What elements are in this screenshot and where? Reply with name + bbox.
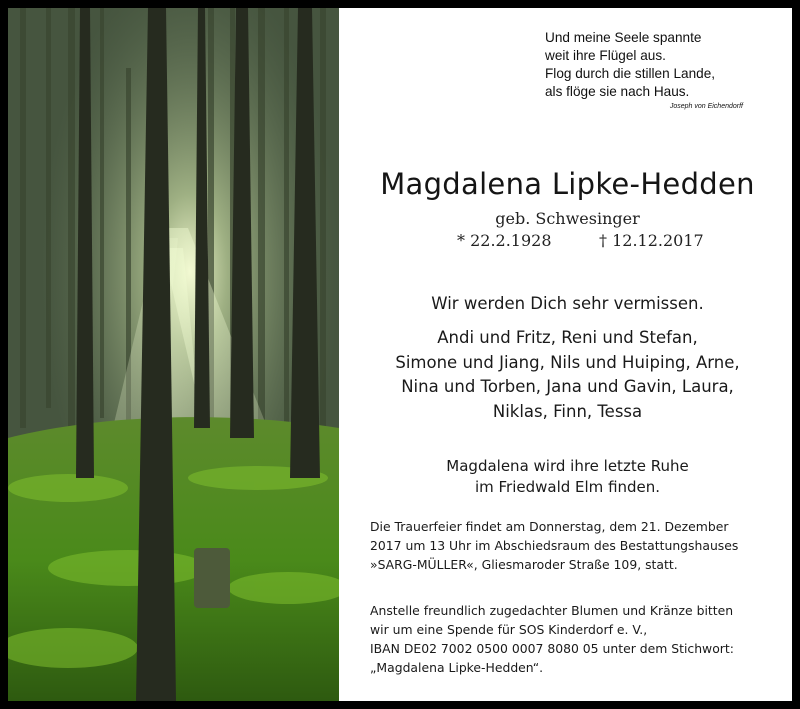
poem-line: weit ihre Flügel aus.	[545, 48, 666, 63]
notice-text	[343, 8, 792, 701]
donation-line: wir um eine Spende für SOS Kinderdorf e. V.,	[370, 622, 648, 637]
farewell-message: Wir werden Dich sehr vermissen.	[431, 294, 704, 313]
mourners-list	[343, 326, 792, 424]
deceased-name: Magdalena Lipke-Hedden	[380, 167, 755, 201]
ceremony-line: »SARG-MÜLLER«, Gliesmaroder Straße 109, statt.	[370, 557, 678, 572]
donation-line: „Magdalena Lipke-Hedden“.	[370, 660, 544, 675]
obituary-notice	[8, 8, 792, 701]
burial-note	[343, 456, 792, 498]
donation-line: IBAN DE02 7002 0500 0007 8080 05 unter dem Stichwort:	[370, 641, 734, 656]
forest-photo	[8, 8, 339, 701]
mourners-line: Niklas, Finn, Tessa	[492, 401, 643, 421]
donation-line: Anstelle freundlich zugedachter Blumen und Kränze bitten	[370, 603, 734, 618]
poem-line: Flog durch die stillen Lande,	[545, 66, 716, 81]
donation-info	[370, 601, 780, 677]
death-date: † 12.12.2017	[599, 231, 704, 250]
mourners-line: Andi und Fritz, Reni und Stefan,	[437, 328, 698, 347]
burial-line: Magdalena wird ihre letzte Ruhe	[446, 457, 689, 475]
birth-date: * 22.2.1928	[457, 231, 552, 250]
poem	[545, 29, 765, 112]
ceremony-line: 2017 um 13 Uhr im Abschiedsraum des Bestattungshauses	[370, 538, 739, 553]
maiden-name: geb. Schwesinger	[495, 209, 640, 228]
poem-author: Joseph von Eichendorff	[669, 103, 743, 110]
ceremony-line: Die Trauerfeier findet am Donnerstag, dem 21. Dezember	[370, 519, 729, 534]
ceremony-info	[370, 517, 780, 574]
mourners-line: Simone und Jiang, Nils und Huiping, Arne,	[395, 352, 740, 372]
poem-line: als flöge sie nach Haus.	[545, 84, 690, 99]
mourners-line: Nina und Torben, Jana und Gavin, Laura,	[401, 377, 734, 396]
poem-line: Und meine Seele spannte	[545, 30, 702, 45]
burial-line: im Friedwald Elm finden.	[474, 478, 661, 496]
forest-illustration	[8, 8, 339, 701]
